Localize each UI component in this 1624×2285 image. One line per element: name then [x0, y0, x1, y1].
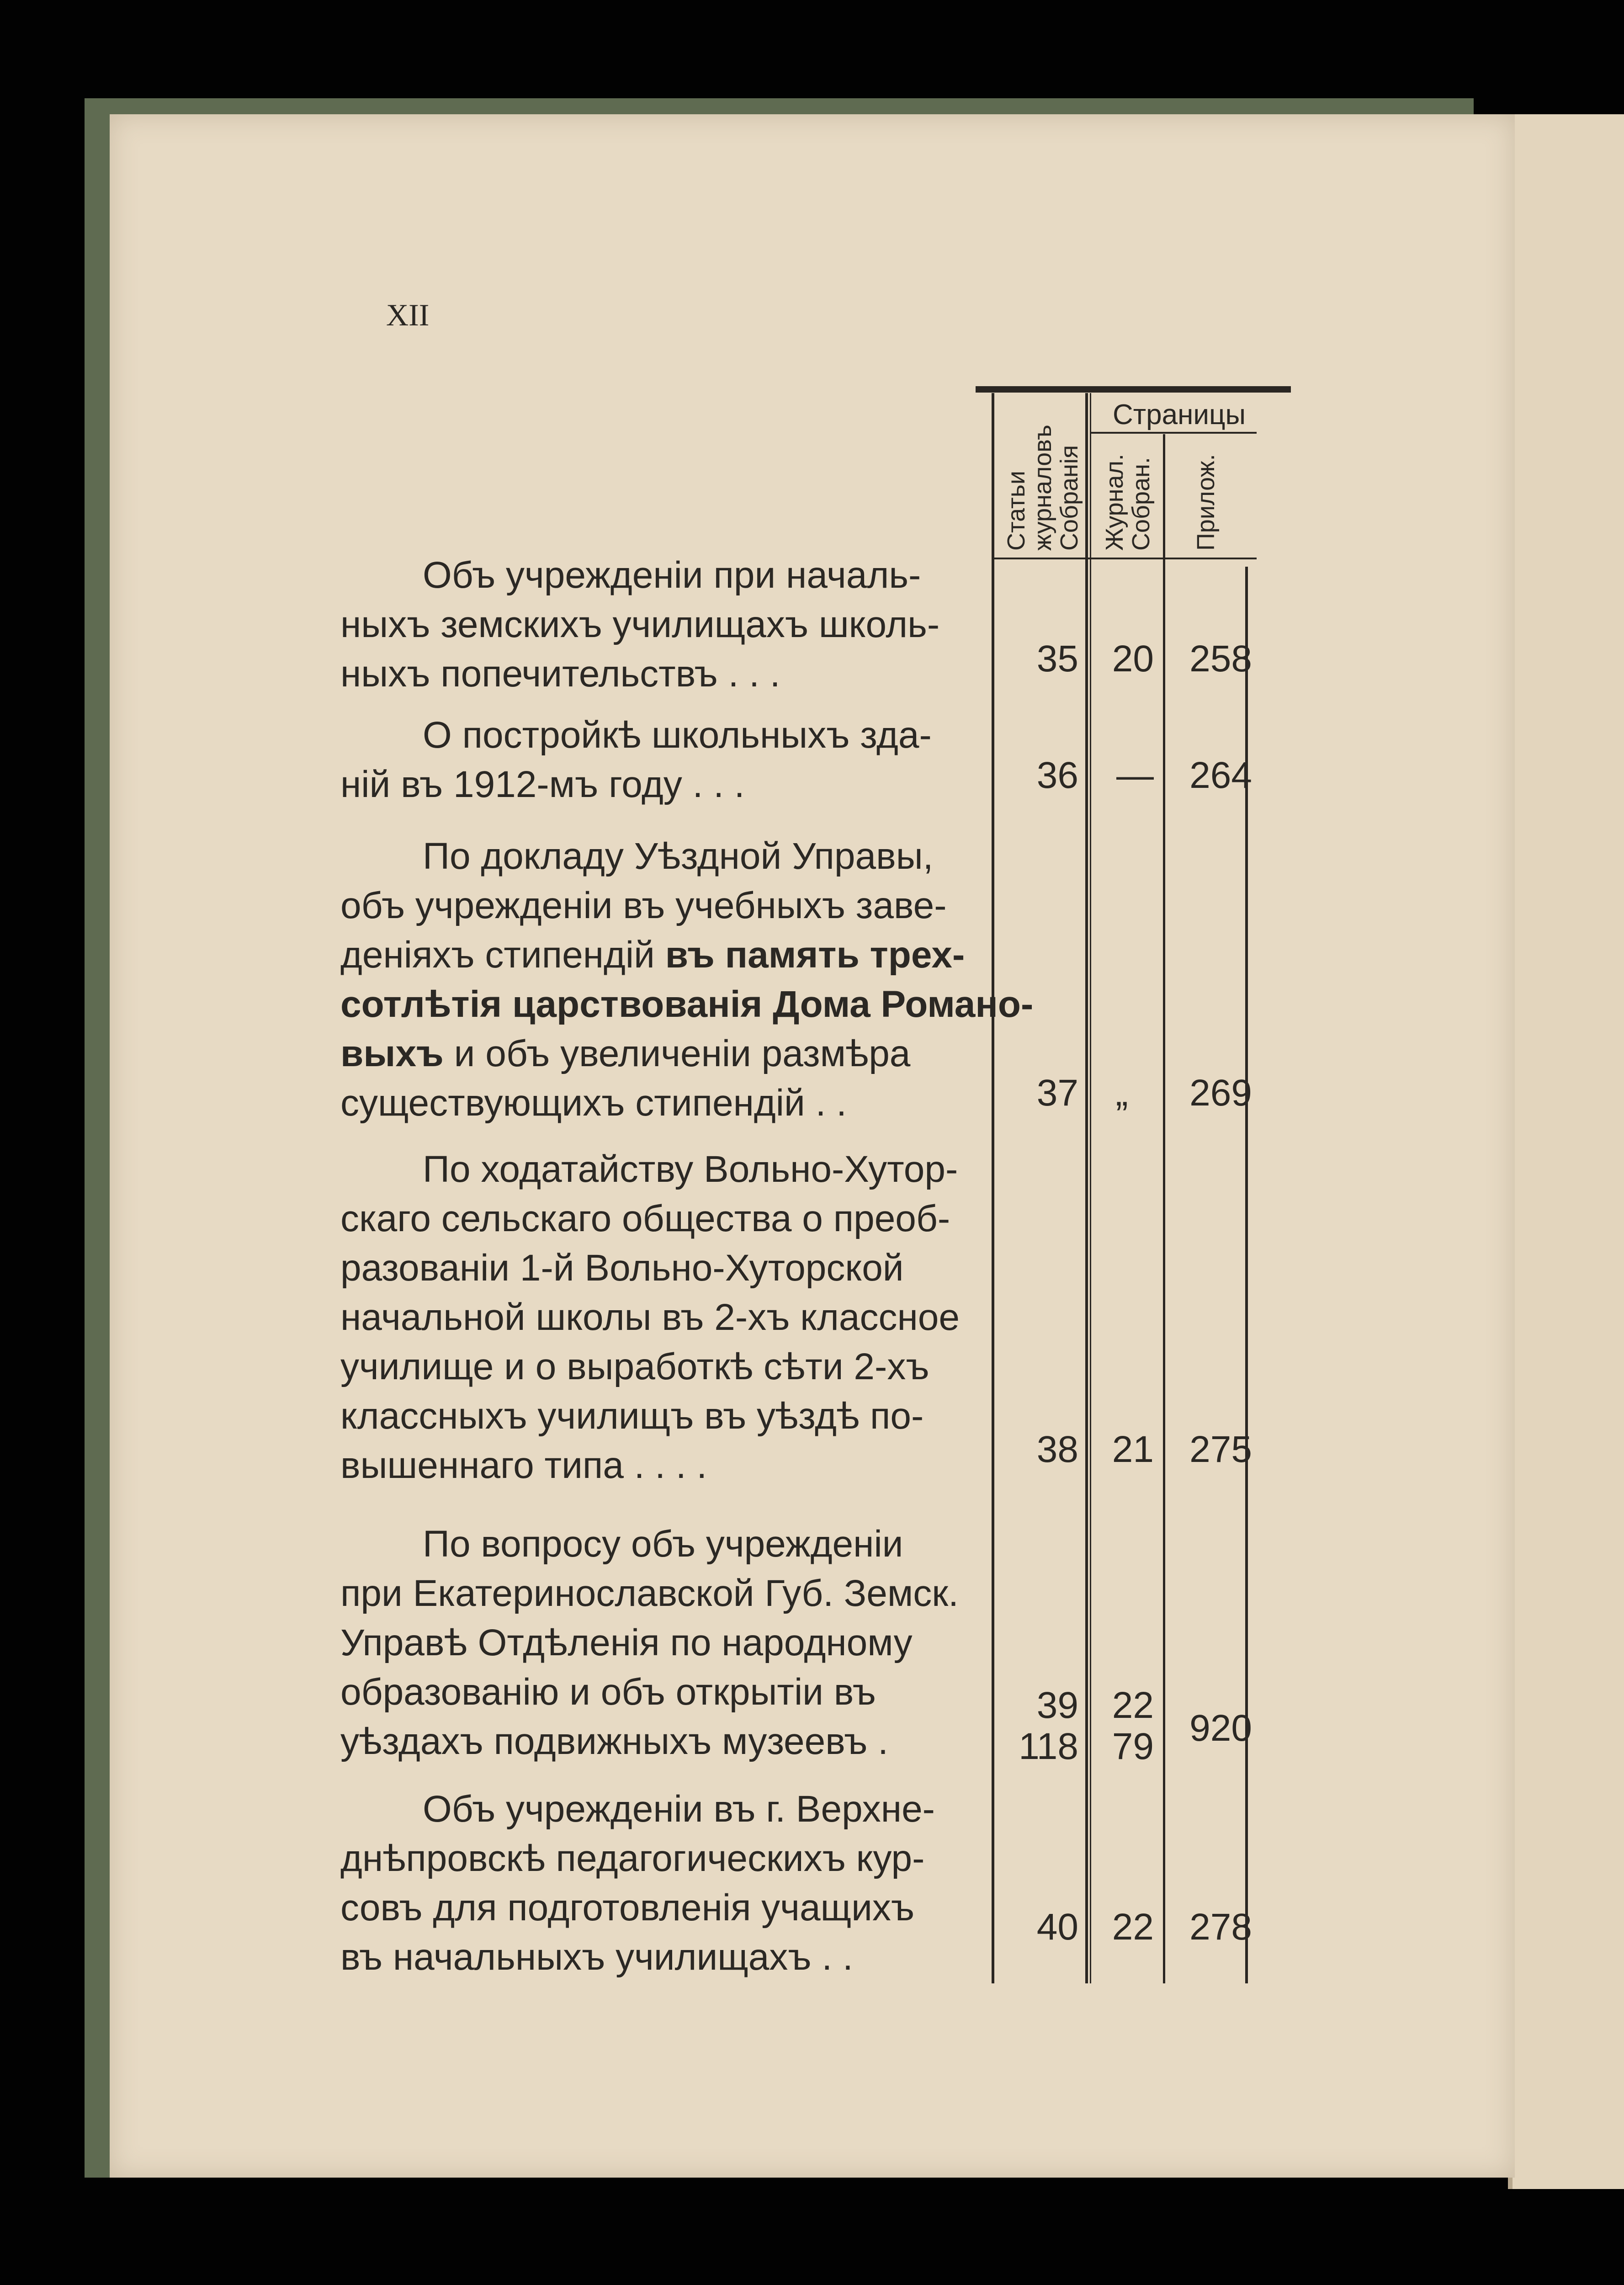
- entry-6-line-4: въ начальныхъ училищахъ . .: [340, 1936, 853, 1978]
- entry-6-journal: 22: [1112, 1906, 1154, 1948]
- article-header-line-1: Статьи: [1003, 471, 1030, 551]
- header-bottom-rule: [992, 558, 1257, 559]
- entry-4-line-3: разованіи 1-й Вольно-Хуторской: [340, 1247, 904, 1289]
- pages-group-label: Страницы: [1113, 399, 1246, 430]
- entry-1-journal: 20: [1112, 638, 1154, 680]
- entry-3-line-4-bold: сотлѣтія царствованія Дома Романо-: [340, 983, 1034, 1025]
- entry-6-line-2: днѣпровскѣ педагогическихъ кур-: [340, 1838, 925, 1879]
- entry-4-article: 38: [1036, 1429, 1078, 1470]
- journal-header-line-2: Собран.: [1127, 457, 1155, 551]
- entry-5-article: 39: [1036, 1685, 1078, 1726]
- entry-1-line-1: Объ учрежденіи при началь-: [423, 554, 921, 596]
- entry-1-article: 35: [1036, 638, 1078, 680]
- entry-6-line-1: Объ учрежденіи въ г. Верхне-: [423, 1788, 935, 1830]
- entry-1-line-2: ныхъ земскихъ училищахъ школь-: [340, 604, 940, 645]
- entry-4-text: [340, 1145, 980, 1490]
- entry-3-line-5a: выхъ: [340, 1033, 444, 1074]
- entry-4-line-7: вышеннаго типа . . . .: [340, 1445, 707, 1486]
- table-top-rule: [976, 386, 1291, 393]
- entry-3-line-5: [340, 1029, 980, 1079]
- entry-2-line-2: ній въ 1912-мъ году . . .: [340, 764, 745, 805]
- entry-5-text: [340, 1520, 980, 1766]
- article-header-line-2: журналовъ: [1029, 425, 1056, 551]
- entry-5-line-4: образованію и объ открытіи въ: [340, 1671, 876, 1713]
- entry-1-line-3: ныхъ попечительствъ . . .: [340, 653, 780, 695]
- entry-5-article-2: 118: [1019, 1726, 1078, 1767]
- entry-5-line-3: Управѣ Отдѣленія по народному: [340, 1622, 913, 1663]
- entry-2-text: [340, 711, 980, 809]
- column-line-3: [1163, 434, 1165, 1983]
- entry-2-line-1: О постройкѣ школьныхъ зда-: [423, 714, 932, 756]
- entry-2-article: 36: [1036, 755, 1078, 796]
- article-column-header: [1003, 398, 1083, 551]
- journal-header-line-1: Журнал.: [1101, 453, 1128, 551]
- entry-6-article: 40: [1036, 1906, 1078, 1948]
- entry-6-line-3: совъ для подготовленія учащихъ: [340, 1887, 915, 1929]
- entry-3-line-2: объ учрежденіи въ учебныхъ заве-: [340, 885, 947, 926]
- entry-4-line-4: начальной школы въ 2-хъ классное: [340, 1297, 960, 1338]
- entry-4-line-2: скаго сельскаго общества о преоб-: [340, 1198, 950, 1239]
- entry-1-text: [340, 551, 980, 699]
- entry-3-article: 37: [1036, 1072, 1078, 1114]
- entry-5-journal: 22: [1112, 1685, 1154, 1726]
- entry-3-line-5b: и объ увеличеніи размѣра: [454, 1033, 911, 1074]
- entry-3-line-3a: деніяхъ стипендій: [340, 934, 655, 976]
- entry-4-line-6: классныхъ училищъ въ уѣздѣ по-: [340, 1395, 924, 1437]
- column-line-2b: [1090, 393, 1091, 1983]
- entry-2-appendix: 264: [1189, 755, 1252, 796]
- journal-column-header: [1101, 436, 1154, 551]
- next-page-edge: [1508, 114, 1624, 2189]
- entry-5-line-1: По вопросу объ учрежденіи: [423, 1523, 903, 1565]
- entry-4-journal: 21: [1112, 1429, 1154, 1470]
- column-line-1: [992, 393, 994, 1983]
- entry-3-line-1: По докладу Уѣздной Управы,: [423, 835, 934, 877]
- entry-2-journal: —: [1116, 755, 1154, 796]
- entry-5-appendix: 920: [1189, 1707, 1252, 1749]
- entry-6-appendix: 278: [1189, 1906, 1252, 1948]
- entry-3-text: [340, 832, 1034, 1128]
- appendix-header-line-1: Прилож.: [1192, 454, 1220, 551]
- entry-5-line-5: уѣздахъ подвижныхъ музеевъ .: [340, 1721, 888, 1762]
- entry-3-line-6: существующихъ стипендій . .: [340, 1082, 847, 1124]
- entry-4-appendix: 275: [1189, 1429, 1252, 1470]
- entry-6-text: [340, 1785, 980, 1982]
- entry-5-journal-2: 79: [1112, 1726, 1154, 1767]
- group-underline: [1090, 432, 1257, 434]
- appendix-column-header: [1193, 446, 1219, 551]
- entry-3-line-4: [340, 980, 1034, 1029]
- entry-4-line-1: По ходатайству Вольно-Хутор-: [423, 1148, 958, 1190]
- entry-3-line-3b: въ память трех-: [665, 934, 965, 976]
- column-line-2: [1085, 393, 1088, 1983]
- entry-3-journal: „: [1115, 1072, 1128, 1114]
- entry-1-appendix: 258: [1189, 638, 1252, 680]
- entry-3-line-3: [340, 930, 980, 980]
- entry-3-appendix: 269: [1189, 1072, 1252, 1114]
- entry-5-line-2: при Екатеринославской Губ. Земск.: [340, 1573, 959, 1614]
- article-header-line-3: Собранія: [1056, 445, 1083, 551]
- page-number: XII: [386, 298, 430, 332]
- entry-4-line-5: училище и о выработкѣ сѣти 2-хъ: [340, 1346, 929, 1387]
